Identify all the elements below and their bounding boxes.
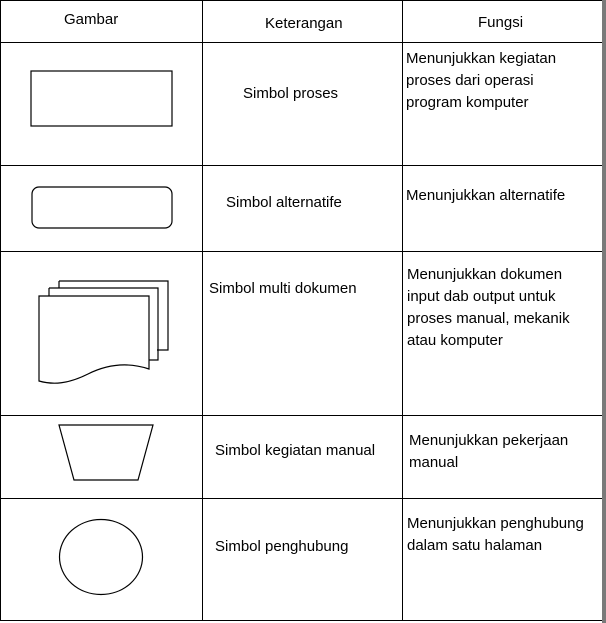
column-divider (402, 0, 403, 621)
header-keterangan: Keterangan (265, 15, 343, 32)
row-keterangan: Simbol alternatife (226, 194, 342, 211)
row-keterangan: Simbol kegiatan manual (215, 442, 376, 459)
row-divider (0, 165, 604, 166)
process-symbol-icon (30, 70, 174, 128)
row-divider (0, 251, 604, 252)
row-keterangan: Simbol proses (243, 85, 339, 102)
row-fungsi: Menunjukkan pekerjaan manual (409, 432, 569, 471)
multi-document-symbol-icon (38, 280, 172, 388)
row-divider (0, 42, 604, 43)
row-divider (0, 415, 604, 416)
connector-symbol-icon (58, 518, 144, 596)
row-divider (0, 498, 604, 499)
column-divider (202, 0, 203, 621)
header-fungsi: Fungsi (478, 14, 524, 31)
window-edge (602, 0, 606, 623)
row-fungsi: Menunjukkan alternatife (406, 187, 566, 204)
header-gambar: Gambar (64, 11, 119, 28)
row-keterangan: Simbol penghubung (215, 538, 349, 555)
row-fungsi: Menunjukkan penghubung dalam satu halaman (407, 515, 584, 554)
manual-operation-symbol-icon (58, 424, 156, 482)
row-keterangan: Simbol multi dokumen (209, 280, 357, 297)
alternate-process-symbol-icon (31, 186, 174, 230)
row-fungsi: Menunjukkan kegiatan proses dari operasi program komputer (406, 50, 557, 111)
row-fungsi: Menunjukkan dokumen input dab output untuk proses manual, mekanik atau komputer (407, 266, 570, 349)
